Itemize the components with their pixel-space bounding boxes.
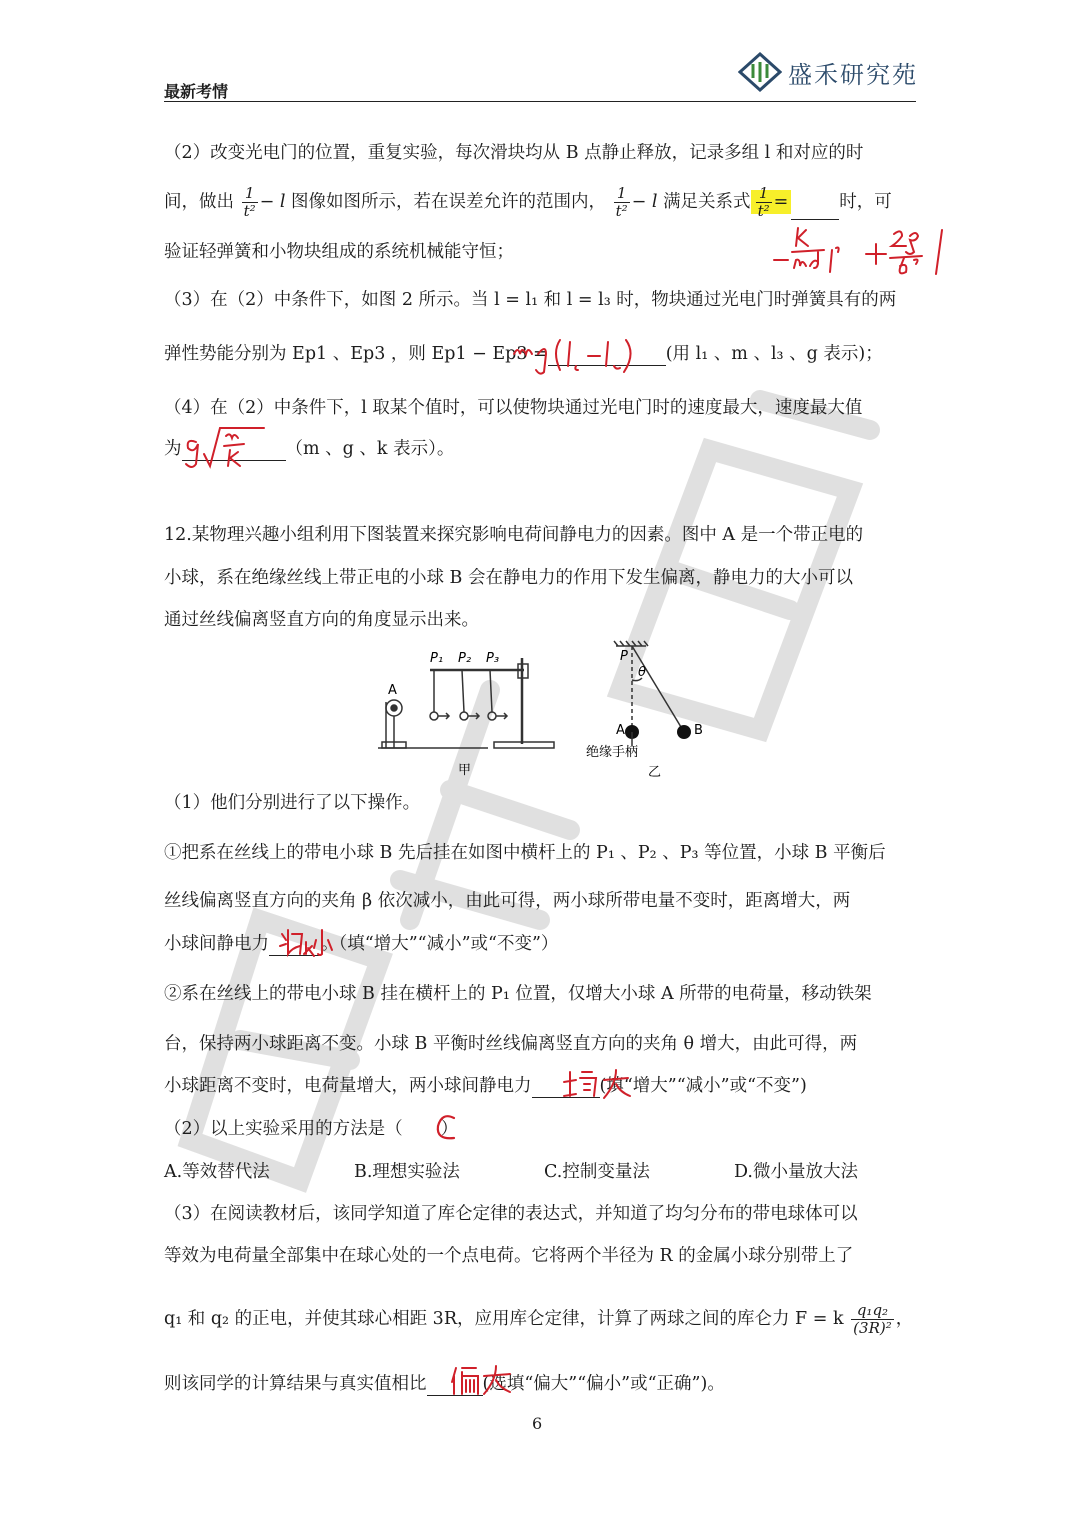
- section-title: 最新考情: [164, 82, 229, 101]
- fig-jia-label-P2: P₂: [458, 651, 472, 666]
- option-C: C.控制变量法: [544, 1162, 650, 1182]
- q11-p3-text-a: 弹性势能分别为 Ep1 、Ep3 ，则 Ep1 − Ep3 =: [164, 344, 548, 364]
- q11-p2-line2: [164, 184, 892, 220]
- handwritten-relation-answer: [770, 222, 960, 278]
- logo: [738, 50, 918, 94]
- q11-p2-line1: （2）改变光电门的位置，重复实验，每次滑块均从 B 点静止释放，记录多组 l 和对应的时: [164, 143, 864, 163]
- q12-s2-text-a: （2）以上实验采用的方法是（: [164, 1119, 403, 1139]
- q12-s3-line4: [164, 1372, 725, 1396]
- fig-yi-caption: 乙: [648, 765, 662, 780]
- fig-yi-label-B: B: [694, 723, 703, 738]
- fig-yi-label-P: P: [620, 649, 628, 664]
- logo-text: 盛禾研究苑: [788, 60, 918, 89]
- handwritten-method-answer: [432, 1112, 460, 1144]
- fig-jia-label-P3: P₃: [486, 651, 500, 666]
- q12-s1-b-text-a: 小球距离不变时，电荷量增大，两小球间静电力: [164, 1076, 532, 1096]
- q11-p3-line1: （3）在（2）中条件下，如图 2 所示。当 l = l₁ 和 l = l₃ 时，物块通过光电门时弹簧具有的两: [164, 290, 897, 310]
- q12-s3-text-b: ，: [895, 1309, 914, 1329]
- minus-l-b: − l: [631, 192, 658, 212]
- header-rule: [164, 101, 916, 102]
- q12-s1-a-line1: ①把系在丝线上的带电小球 B 先后挂在如图中横杆上的 P₁ 、P₂ 、P₃ 等位置，小球 B 平衡后: [164, 843, 886, 863]
- fig-jia-label-A: A: [388, 683, 397, 698]
- handwritten-vmax-answer: [180, 420, 266, 472]
- highlighted-expression: $\frac{1}{\text{t²}}$ =: [751, 190, 792, 214]
- fraction-1-over-t2: $\frac{1}{\text{t²}}$: [243, 184, 256, 220]
- q11-p2-text-b: 图像如图所示，若在误差允许的范围内，: [291, 192, 607, 212]
- q12-s2-text-b: ）: [440, 1119, 459, 1139]
- q11-p3-text-b: (用 l₁ 、m 、l₃ 、g 表示)；: [665, 344, 883, 364]
- q12-s1-a-line2: 丝线偏离竖直方向的夹角 β 依次减小，由此可得，两小球所带电量不变时，距离增大，两: [164, 891, 851, 911]
- coulomb-fraction: $\frac{\text{q₁q₂}}{\text{(3R)²}}$: [853, 1301, 892, 1337]
- fig-yi-label-A: A: [616, 723, 625, 738]
- q12-s1-b-text-b: (填“增大”“减小”或“不变”): [599, 1076, 807, 1096]
- q11-p2-text-a: 间，做出: [164, 192, 234, 212]
- q11-p2-text-c: 满足关系式: [663, 192, 751, 212]
- figure-yi: [582, 640, 722, 780]
- fraction-1-over-t2-b: $\frac{1}{\text{t²}}$: [615, 184, 628, 220]
- q12-s3-text-c: 则该同学的计算结果与真实值相比: [164, 1374, 427, 1394]
- option-A: A.等效替代法: [164, 1162, 270, 1182]
- handwritten-energy-answer: [512, 332, 642, 378]
- handwritten-result-answer: [448, 1362, 514, 1398]
- ball-B: [677, 725, 691, 739]
- q12-s1-b-line1: ②系在丝线上的带电小球 B 挂在横杆上的 P₁ 位置，仅增大小球 A 所带的电荷量，移动铁架: [164, 984, 872, 1004]
- q12-intro-line2: 小球，系在绝缘丝线上带正电的小球 B 会在静电力的作用下发生偏离，静电力的大小可以: [164, 568, 853, 588]
- q12-s1-a-text-a: 小球间静电力: [164, 934, 269, 954]
- q11-p4-text-b: （m 、g 、k 表示）。: [285, 439, 455, 459]
- q11-p2-text-d: 时，可: [839, 192, 892, 212]
- q12-s1-title: （1）他们分别进行了以下操作。: [164, 793, 421, 813]
- q11-p4-line1: （4）在（2）中条件下，l 取某个值时，可以使物块通过光电门时的速度最大，速度最大值: [164, 398, 863, 418]
- handwritten-increase-answer: [562, 1066, 634, 1102]
- q11-p4-text-a: 为: [164, 439, 182, 459]
- q12-s3-line3: [164, 1294, 913, 1344]
- minus-l: − l: [259, 192, 286, 212]
- logo-icon: [738, 52, 782, 92]
- handwritten-decrease-answer: [278, 924, 340, 960]
- q12-s3-line2: 等效为电荷量全部集中在球心处的一个点电荷。它将两个半径为 R 的金属小球分别带上了: [164, 1246, 854, 1266]
- q12-s1-b-line2: 台，保持两小球距离不变。小球 B 平衡时丝线偏离竖直方向的夹角 θ 增大，由此可得，两: [164, 1034, 858, 1054]
- figure-jia: [372, 644, 572, 780]
- q11-p2-line3: 验证轻弹簧和小物块组成的系统机械能守恒；: [164, 242, 514, 262]
- q12-s2-title: [164, 1117, 458, 1141]
- q12-s1-a-text-b: 。（填“增大”“减小”或“不变”）: [321, 934, 559, 954]
- page-number: 6: [532, 1414, 543, 1433]
- answer-blank-relation: [791, 219, 839, 220]
- q12-s3-text-a: q₁ 和 q₂ 的正电，并使其球心相距 3R，应用库仑定律，计算了两球之间的库仑力 F = k: [164, 1309, 844, 1329]
- option-D: D.微小量放大法: [734, 1162, 858, 1182]
- q12-intro-line1: 12.某物理兴趣小组利用下图装置来探究影响电荷间静电力的因素。图中 A 是一个带正电的: [164, 525, 864, 545]
- option-B: B.理想实验法: [354, 1162, 460, 1182]
- fig-yi-theta: θ: [638, 665, 646, 680]
- q12-s3-line1: （3）在阅读教材后，该同学知道了库仑定律的表达式，并知道了均匀分布的带电球体可以: [164, 1204, 858, 1224]
- fig-jia-caption: 甲: [458, 763, 472, 778]
- fig-jia-label-P1: P₁: [430, 651, 444, 666]
- q12-intro-line3: 通过丝线偏离竖直方向的角度显示出来。: [164, 610, 479, 630]
- q12-s3-text-d: (选填“偏大”“偏小”或“正确”)。: [482, 1374, 725, 1394]
- fig-yi-handle: 绝缘手柄: [586, 745, 639, 760]
- q12-s1-a-line3: [164, 932, 558, 956]
- q12-s1-b-line3: [164, 1074, 807, 1098]
